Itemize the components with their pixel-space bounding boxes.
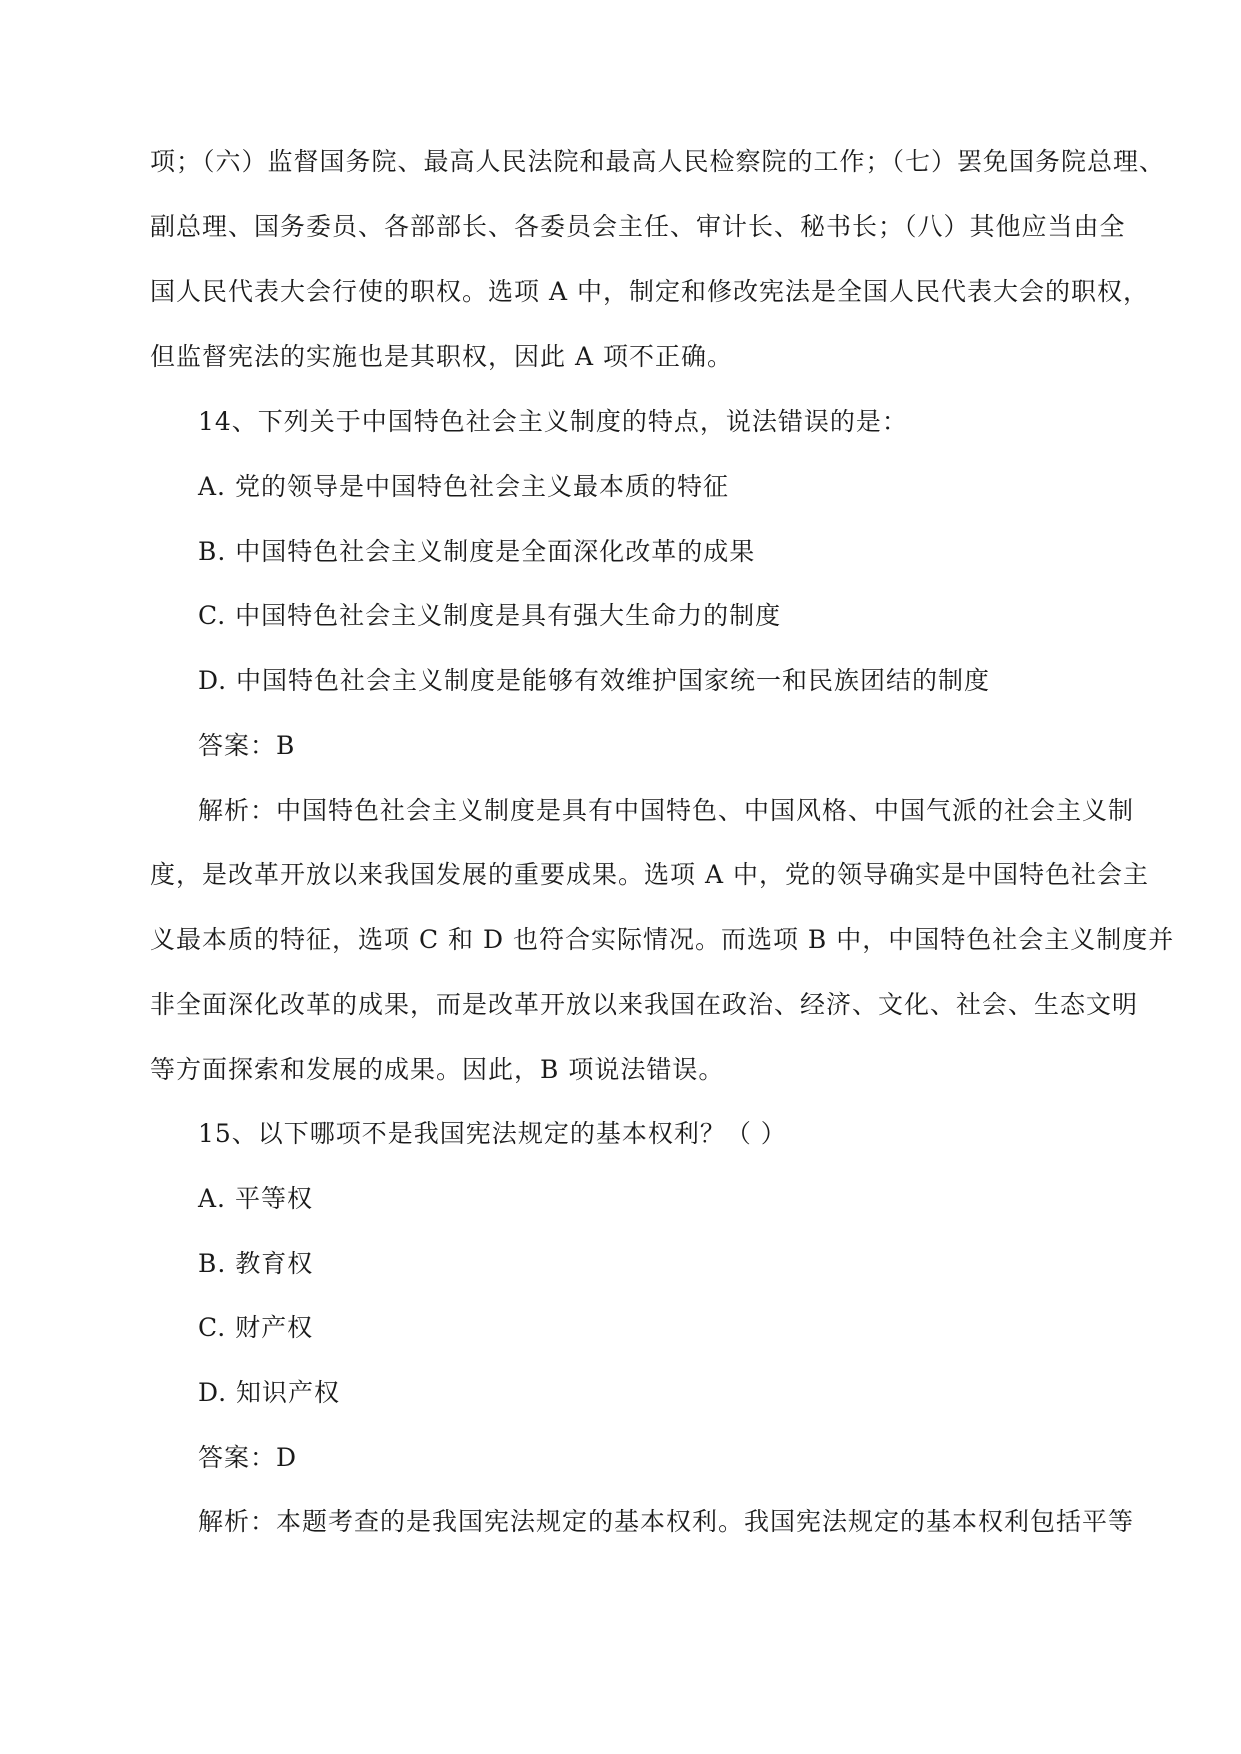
paragraph-line: 国人民代表大会行使的职权。选项 A 中，制定和修改宪法是全国人民代表大会的职权，	[150, 277, 1149, 306]
paragraph-line: 但监督宪法的实施也是其职权，因此 A 项不正确。	[150, 342, 733, 371]
question-15-answer: 答案：D	[198, 1443, 298, 1472]
question-14-explanation-line: 非全面深化改革的成果，而是改革开放以来我国在政治、经济、文化、社会、生态文明	[150, 990, 1139, 1019]
question-14-stem: 14、下列关于中国特色社会主义制度的特点，说法错误的是：	[198, 407, 908, 436]
question-14-explanation-line: 等方面探索和发展的成果。因此，B 项说法错误。	[150, 1055, 725, 1084]
question-15-option-c: C. 财产权	[198, 1313, 314, 1342]
paragraph-line: 副总理、国务委员、各部部长、各委员会主任、审计长、秘书长；（八）其他应当由全	[150, 212, 1126, 241]
question-15-stem: 15、以下哪项不是我国宪法规定的基本权利？（ ）	[198, 1119, 787, 1148]
question-14-option-d: D. 中国特色社会主义制度是能够有效维护国家统一和民族团结的制度	[198, 666, 991, 695]
question-14-option-a: A. 党的领导是中国特色社会主义最本质的特征	[198, 472, 729, 501]
question-14-explanation-line: 解析：中国特色社会主义制度是具有中国特色、中国风格、中国气派的社会主义制	[198, 796, 1135, 825]
question-14-explanation-line: 义最本质的特征，选项 C 和 D 也符合实际情况。而选项 B 中，中国特色社会主义制度并	[150, 925, 1175, 954]
question-15-explanation-line: 解析：本题考查的是我国宪法规定的基本权利。我国宪法规定的基本权利包括平等	[198, 1507, 1135, 1536]
question-15-option-a: A. 平等权	[198, 1184, 313, 1213]
question-15-option-b: B. 教育权	[198, 1249, 314, 1278]
question-15-option-d: D. 知识产权	[198, 1378, 341, 1407]
paragraph-line: 项；（六）监督国务院、最高人民法院和最高人民检察院的工作；（七）罢免国务院总理、	[150, 147, 1166, 176]
question-14-answer: 答案：B	[198, 731, 296, 760]
question-14-option-b: B. 中国特色社会主义制度是全面深化改革的成果	[198, 537, 756, 566]
question-14-option-c: C. 中国特色社会主义制度是具有强大生命力的制度	[198, 601, 782, 630]
question-14-explanation-line: 度，是改革开放以来我国发展的重要成果。选项 A 中，党的领导确实是中国特色社会主	[150, 860, 1149, 889]
